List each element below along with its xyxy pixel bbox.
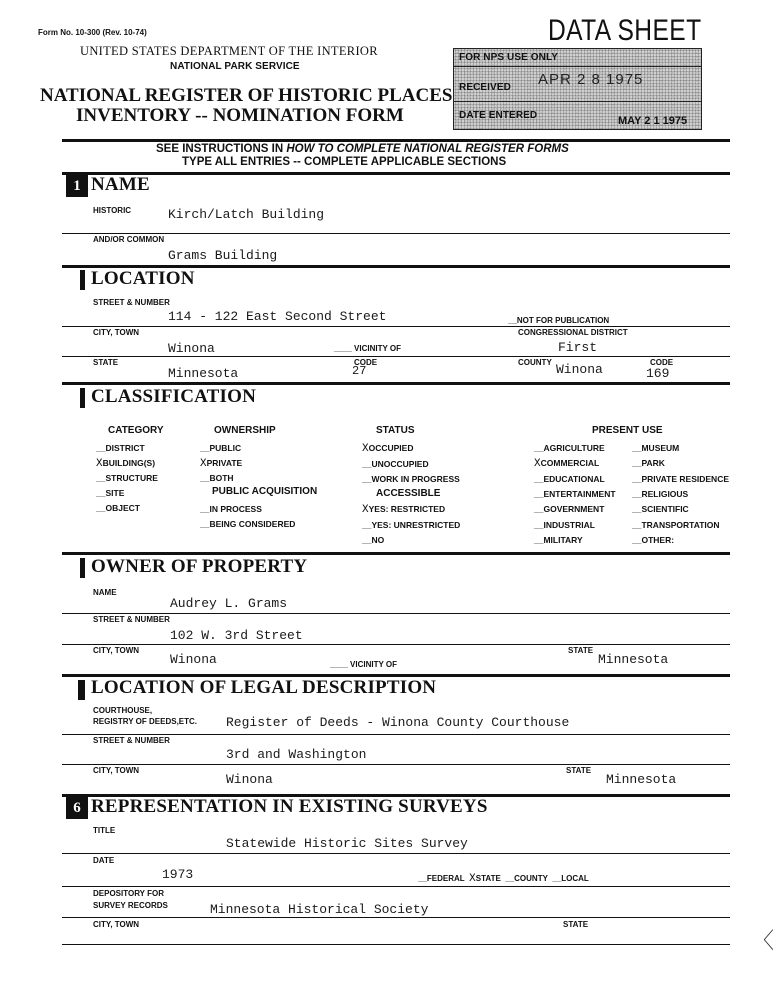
option-label: YES: UNRESTRICTED: [371, 519, 461, 530]
classification-option: [362, 535, 384, 545]
classification-option: [362, 459, 429, 469]
classification-option: [534, 458, 599, 470]
option-label: SITE: [105, 488, 125, 498]
section-1-title: NAME: [91, 174, 150, 195]
option-label: SCIENTIFIC: [641, 504, 689, 515]
state-label: STATE: [93, 358, 119, 367]
historic-label: HISTORIC: [93, 206, 132, 215]
classification-option: [96, 503, 140, 513]
option-mark: X: [96, 458, 103, 470]
survey-state-label: STATE: [563, 920, 589, 929]
classification-option: [362, 443, 413, 455]
classification-option: [362, 504, 445, 516]
courthouse-value: Register of Deeds - Winona County Courthouse: [226, 715, 570, 730]
option-label: PRIVATE RESIDENCE: [641, 473, 730, 484]
classification-option: [632, 458, 665, 468]
option-mark: __: [200, 473, 210, 483]
legal-state-value: Minnesota: [606, 772, 677, 787]
classification-option: [534, 535, 583, 545]
option-mark: __: [362, 474, 372, 484]
option-label: YES: RESTRICTED: [368, 504, 446, 514]
classification-option: [534, 520, 595, 530]
courthouse-label-2: REGISTRY OF DEEDS,ETC.: [93, 717, 198, 726]
survey-date-value: 1973: [162, 867, 194, 882]
option-label: AGRICULTURE: [543, 443, 605, 453]
legal-state-label: STATE: [566, 766, 592, 775]
option-mark: X: [362, 443, 369, 455]
option-mark: X: [362, 504, 369, 516]
option-label: TRANSPORTATION: [641, 519, 720, 530]
option-mark: __: [96, 503, 106, 513]
section-1-number: 1: [66, 175, 88, 197]
option-label: OCCUPIED: [368, 443, 414, 453]
option-label: RELIGIOUS: [641, 488, 689, 499]
not-for-publication: __NOT FOR PUBLICATION: [508, 316, 610, 325]
instructions-line1: SEE INSTRUCTIONS IN HOW TO COMPLETE NATIONAL REGISTER FORMS: [156, 143, 569, 155]
common-name-value: Grams Building: [168, 248, 278, 263]
option-mark: __: [96, 473, 106, 483]
option-label: PARK: [641, 458, 665, 469]
option-mark: __: [200, 504, 210, 514]
option-mark: __: [362, 519, 372, 530]
option-label: INDUSTRIAL: [543, 519, 595, 530]
legal-city-value: Winona: [226, 772, 273, 787]
classification-option: [632, 474, 729, 484]
option-label: OTHER:: [641, 534, 675, 545]
option-mark: __: [632, 488, 642, 499]
classification-option: [534, 443, 605, 453]
common-name-label: AND/OR COMMON: [93, 235, 165, 244]
option-mark: __: [632, 519, 642, 530]
classification-option: [96, 443, 145, 453]
owner-state-value: Minnesota: [598, 652, 669, 667]
option-mark: __: [632, 473, 642, 484]
survey-level-options: __FEDERAL XSTATE __COUNTY __LOCAL: [418, 873, 589, 885]
option-label: PUBLIC: [209, 443, 242, 453]
form-title-line1: NATIONAL REGISTER OF HISTORIC PLACES: [40, 85, 453, 106]
classification-option: [534, 489, 616, 499]
option-label: DISTRICT: [105, 443, 145, 453]
option-label: COMMERCIAL: [540, 458, 600, 469]
public-acquisition-heading: PUBLIC ACQUISITION: [212, 486, 318, 497]
option-mark: __: [200, 443, 210, 453]
owner-state-label: STATE: [568, 646, 594, 655]
option-mark: __: [534, 504, 544, 515]
option-mark: X: [200, 458, 207, 470]
classification-option: [632, 504, 689, 514]
county-code-value: 169: [646, 366, 670, 381]
survey-title-value: Statewide Historic Sites Survey: [226, 836, 468, 851]
option-mark: __: [632, 534, 642, 545]
classification-option: [200, 473, 234, 483]
nps-use-only-box: [453, 48, 702, 130]
option-label: WORK IN PROGRESS: [371, 474, 460, 484]
option-mark: __: [632, 458, 642, 469]
section-5-title: LOCATION OF LEGAL DESCRIPTION: [91, 677, 437, 698]
classification-option: [200, 504, 262, 514]
county-code-label: CODE: [650, 358, 674, 367]
county-value: Winona: [556, 362, 603, 377]
received-label: RECEIVED: [459, 82, 511, 93]
form-title-line2: INVENTORY -- NOMINATION FORM: [76, 105, 404, 126]
classification-option: [96, 473, 158, 483]
option-mark: __: [534, 534, 544, 545]
section-4-title: OWNER OF PROPERTY: [91, 556, 308, 577]
courthouse-label-1: COURTHOUSE,: [93, 706, 153, 715]
congressional-district-value: First: [558, 340, 598, 355]
option-mark: __: [534, 443, 544, 453]
classification-option: [200, 443, 241, 453]
accessible-heading: ACCESSIBLE: [376, 488, 441, 499]
depository-label-2: SURVEY RECORDS: [93, 901, 168, 910]
classification-option: [362, 474, 460, 484]
classification-option: [632, 535, 674, 545]
owner-city-value: Winona: [170, 652, 217, 667]
option-label: BOTH: [209, 473, 234, 483]
option-label: UNOCCUPIED: [371, 458, 429, 469]
entered-stamp: MAY 2 1 1975: [618, 115, 688, 127]
option-mark: __: [96, 488, 106, 498]
state-code-value: 27: [352, 364, 367, 378]
classification-option: [632, 520, 720, 530]
congressional-district-label: CONGRESSIONAL DISTRICT: [518, 328, 628, 337]
service-name: NATIONAL PARK SERVICE: [170, 61, 300, 72]
date-entered-label: DATE ENTERED: [459, 110, 538, 121]
option-mark: __: [534, 488, 544, 499]
option-mark: __: [632, 504, 642, 515]
street-value: 114 - 122 East Second Street: [168, 309, 387, 324]
department-name: UNITED STATES DEPARTMENT OF THE INTERIOR: [80, 44, 378, 58]
ownership-heading: OWNERSHIP: [214, 425, 276, 436]
owner-street-value: 102 W. 3rd Street: [170, 628, 303, 643]
owner-city-label: CITY, TOWN: [93, 646, 140, 655]
option-label: STRUCTURE: [105, 473, 158, 483]
option-label: NO: [371, 535, 385, 545]
section-6-number: 6: [66, 797, 88, 819]
city-value: Winona: [168, 341, 215, 356]
option-label: MILITARY: [543, 534, 583, 545]
option-mark: __: [362, 535, 372, 545]
depository-value: Minnesota Historical Society: [210, 902, 429, 917]
legal-city-label: CITY, TOWN: [93, 766, 140, 775]
section-2-title: LOCATION: [91, 268, 195, 289]
survey-city-label: CITY, TOWN: [93, 920, 140, 929]
option-label: PRIVATE: [206, 458, 243, 468]
owner-street-label: STREET & NUMBER: [93, 615, 170, 624]
classification-option: [534, 504, 604, 514]
option-label: BUILDING(S): [102, 458, 156, 468]
street-label: STREET & NUMBER: [93, 298, 170, 307]
received-stamp: APR 2 8 1975: [538, 71, 644, 88]
option-mark: __: [534, 519, 544, 530]
survey-title-label: TITLE: [93, 826, 116, 835]
option-label: IN PROCESS: [209, 504, 262, 514]
classification-option: [632, 443, 679, 453]
owner-vicinity: ____ VICINITY OF: [330, 660, 397, 669]
owner-name-value: Audrey L. Grams: [170, 596, 288, 611]
classification-option: [200, 519, 295, 529]
option-mark: __: [200, 519, 210, 529]
nps-label: FOR NPS USE ONLY: [459, 52, 559, 63]
present-use-heading: PRESENT USE: [592, 425, 663, 436]
data-sheet-heading: DATA SHEET: [548, 14, 702, 47]
city-label: CITY, TOWN: [93, 328, 140, 337]
scan-mark: 〈: [752, 928, 774, 953]
historic-name-value: Kirch/Latch Building: [168, 207, 325, 222]
form-number: Form No. 10-300 (Rev. 10-74): [38, 28, 147, 37]
classification-option: [96, 488, 124, 498]
classification-option: [96, 458, 155, 470]
state-code-label: CODE: [354, 358, 378, 367]
county-label: COUNTY: [518, 358, 552, 367]
option-mark: __: [362, 458, 372, 469]
classification-option: [632, 489, 688, 499]
legal-street-value: 3rd and Washington: [226, 747, 367, 762]
option-mark: __: [96, 443, 106, 453]
section-3-title: CLASSIFICATION: [91, 386, 257, 407]
option-label: EDUCATIONAL: [543, 473, 605, 484]
classification-option: [200, 458, 242, 470]
vicinity-of: ____ VICINITY OF: [334, 344, 401, 353]
option-label: OBJECT: [105, 503, 140, 513]
survey-date-label: DATE: [93, 856, 115, 865]
option-label: MUSEUM: [641, 443, 680, 453]
option-mark: X: [534, 458, 541, 471]
category-heading: CATEGORY: [108, 425, 164, 436]
classification-option: [534, 474, 605, 484]
option-label: BEING CONSIDERED: [209, 519, 296, 529]
option-label: GOVERNMENT: [543, 504, 605, 515]
status-heading: STATUS: [376, 425, 415, 436]
section-6-title: REPRESENTATION IN EXISTING SURVEYS: [91, 796, 488, 817]
option-mark: __: [632, 443, 642, 453]
depository-label-1: DEPOSITORY FOR: [93, 889, 164, 898]
option-mark: __: [534, 473, 544, 484]
instructions-line2: TYPE ALL ENTRIES -- COMPLETE APPLICABLE SECTIONS: [182, 156, 507, 168]
classification-option: [362, 520, 460, 530]
option-label: ENTERTAINMENT: [543, 488, 616, 499]
owner-name-label: NAME: [93, 588, 117, 597]
state-value: Minnesota: [168, 366, 239, 381]
legal-street-label: STREET & NUMBER: [93, 736, 170, 745]
